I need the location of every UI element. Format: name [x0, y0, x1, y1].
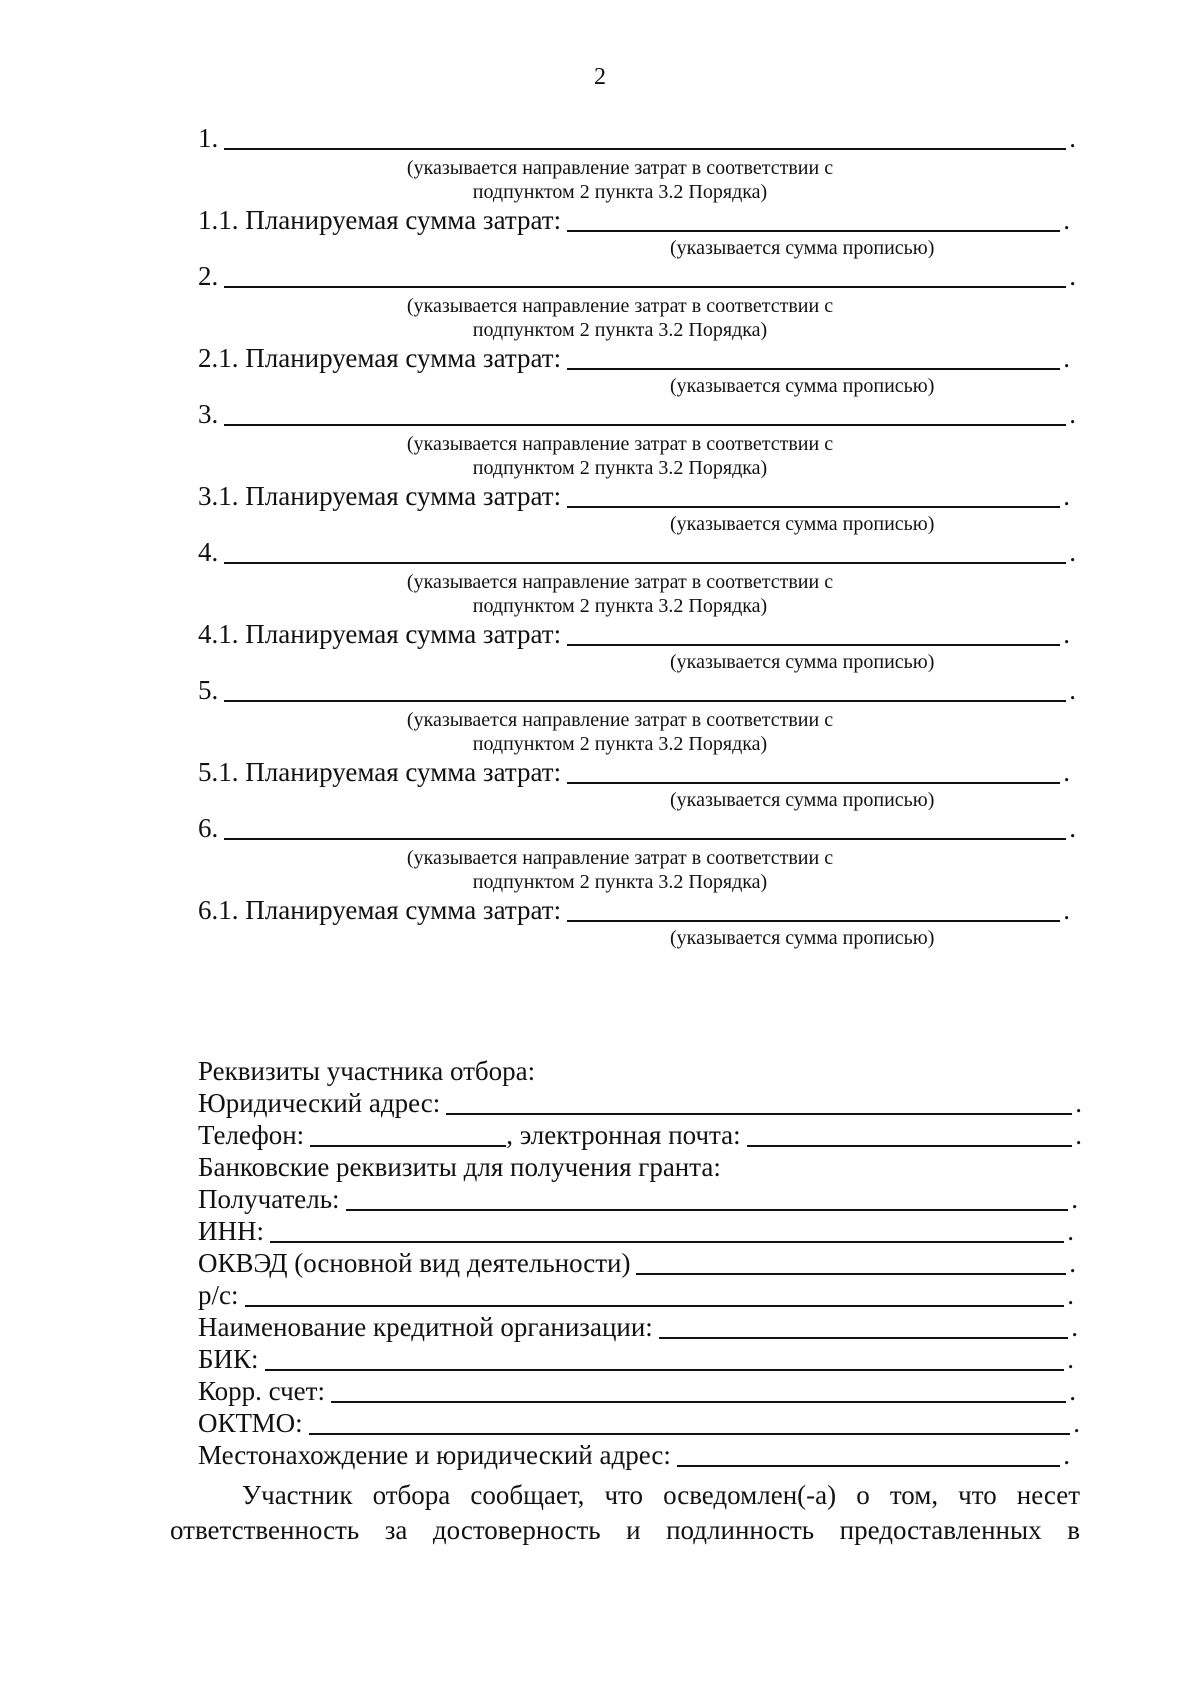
- planned-sum-row: 4.1. Планируемая сумма затрат: .: [198, 619, 1070, 649]
- statement-word: в: [1067, 1515, 1080, 1545]
- okved-field[interactable]: [636, 1249, 1066, 1275]
- location-row: Местонахождение и юридический адрес: .: [198, 1440, 1070, 1470]
- statement-word: достоверность: [432, 1515, 601, 1545]
- okved-row: ОКВЭД (основной вид деятельности) .: [198, 1248, 1076, 1278]
- requisites-heading: Реквизиты участника отбора:: [198, 1056, 536, 1086]
- planned-sum-field[interactable]: [567, 482, 1060, 508]
- item-number: 3.: [198, 399, 219, 429]
- planned-sum-field[interactable]: [567, 620, 1060, 646]
- item-number: 1.: [198, 123, 219, 153]
- cost-direction-row: 5. .: [198, 675, 1076, 705]
- cost-direction-field[interactable]: [224, 676, 1066, 702]
- direction-caption: подпунктом 2 пункта 3.2 Порядка): [472, 457, 768, 479]
- statement-line-2: [170, 1513, 1080, 1548]
- oktmo-field[interactable]: [309, 1409, 1071, 1435]
- planned-sum-row: 5.1. Планируемая сумма затрат: .: [198, 757, 1070, 787]
- cost-direction-field[interactable]: [224, 400, 1066, 426]
- statement-paragraph: [170, 1478, 1080, 1548]
- planned-sum-label: 6.1. Планируемая сумма затрат:: [198, 895, 562, 925]
- page-number: 2: [594, 64, 606, 90]
- cost-direction-row: 4. .: [198, 537, 1076, 567]
- statement-word: сообщает,: [470, 1480, 585, 1510]
- cost-direction-field[interactable]: [224, 814, 1066, 840]
- statement-word: что: [958, 1480, 997, 1510]
- sum-caption: (указывается сумма прописью): [670, 513, 935, 535]
- cost-direction-field[interactable]: [224, 262, 1066, 288]
- sum-caption: (указывается сумма прописью): [670, 375, 935, 397]
- account-field[interactable]: [245, 1281, 1065, 1307]
- planned-sum-label: 5.1. Планируемая сумма затрат:: [198, 757, 562, 787]
- statement-word: подлинность: [666, 1515, 815, 1545]
- statement-word: ответственность: [170, 1515, 360, 1545]
- direction-caption: (указывается направление затрат в соответствии с: [406, 157, 834, 179]
- cost-direction-field[interactable]: [224, 124, 1066, 150]
- item-number: 5.: [198, 675, 219, 705]
- cost-direction-field[interactable]: [224, 538, 1066, 564]
- sum-caption: (указывается сумма прописью): [670, 651, 935, 673]
- statement-word: отбора: [372, 1480, 451, 1510]
- direction-caption: (указывается направление затрат в соответствии с: [406, 295, 834, 317]
- account-row: р/с: .: [198, 1280, 1074, 1310]
- bik-row: БИК: .: [198, 1344, 1074, 1374]
- cost-direction-row: 2. .: [198, 261, 1076, 291]
- statement-word: осведомлен(-а): [663, 1480, 837, 1510]
- item-number: 2.: [198, 261, 219, 291]
- item-number: 4.: [198, 537, 219, 567]
- sum-caption: (указывается сумма прописью): [670, 237, 935, 259]
- direction-caption: подпунктом 2 пункта 3.2 Порядка): [472, 181, 768, 203]
- item-number: 6.: [198, 813, 219, 843]
- planned-sum-field[interactable]: [567, 758, 1060, 784]
- bik-field[interactable]: [265, 1345, 1065, 1371]
- statement-word: что: [604, 1480, 643, 1510]
- sum-caption: (указывается сумма прописью): [670, 789, 935, 811]
- planned-sum-label: 1.1. Планируемая сумма затрат:: [198, 205, 562, 235]
- inn-row: ИНН: .: [198, 1216, 1074, 1246]
- phone-field[interactable]: [310, 1121, 506, 1147]
- cost-direction-row: 1. .: [198, 123, 1076, 153]
- recipient-field[interactable]: [346, 1185, 1069, 1211]
- oktmo-row: ОКТМО: .: [198, 1408, 1080, 1438]
- legal-address-row: Юридический адрес: .: [198, 1088, 1082, 1118]
- statement-word: о: [856, 1480, 870, 1510]
- direction-caption: (указывается направление затрат в соответствии с: [406, 709, 834, 731]
- direction-caption: подпунктом 2 пункта 3.2 Порядка): [472, 733, 768, 755]
- bank-name-field[interactable]: [659, 1313, 1068, 1339]
- recipient-row: Получатель: .: [198, 1184, 1078, 1214]
- planned-sum-row: 6.1. Планируемая сумма затрат: .: [198, 895, 1070, 925]
- location-field[interactable]: [677, 1441, 1060, 1467]
- contacts-row: Телефон: , электронная почта: .: [198, 1120, 1082, 1150]
- planned-sum-label: 3.1. Планируемая сумма затрат:: [198, 481, 562, 511]
- planned-sum-field[interactable]: [567, 206, 1060, 232]
- direction-caption: подпунктом 2 пункта 3.2 Порядка): [472, 595, 768, 617]
- planned-sum-label: 2.1. Планируемая сумма затрат:: [198, 343, 562, 373]
- corr-account-row: Корр. счет: .: [198, 1376, 1076, 1406]
- statement-word: Участник: [242, 1480, 353, 1510]
- planned-sum-row: 1.1. Планируемая сумма затрат: .: [198, 205, 1070, 235]
- planned-sum-row: 3.1. Планируемая сумма затрат: .: [198, 481, 1070, 511]
- bank-heading: Банковские реквизиты для получения гранта:: [198, 1152, 721, 1182]
- statement-line-1: [170, 1478, 1080, 1513]
- direction-caption: (указывается направление затрат в соответствии с: [406, 571, 834, 593]
- statement-word: том,: [889, 1480, 939, 1510]
- cost-direction-row: 6. .: [198, 813, 1076, 843]
- statement-word: и: [626, 1515, 641, 1545]
- statement-word: несет: [1016, 1480, 1080, 1510]
- corr-account-field[interactable]: [331, 1377, 1066, 1403]
- email-field[interactable]: [747, 1121, 1073, 1147]
- statement-word: за: [384, 1515, 408, 1545]
- planned-sum-field[interactable]: [567, 896, 1060, 922]
- planned-sum-label: 4.1. Планируемая сумма затрат:: [198, 619, 562, 649]
- planned-sum-field[interactable]: [567, 344, 1060, 370]
- statement-word: предоставленных: [839, 1515, 1042, 1545]
- legal-address-field[interactable]: [446, 1089, 1072, 1115]
- direction-caption: (указывается направление затрат в соответствии с: [406, 433, 834, 455]
- inn-field[interactable]: [270, 1217, 1064, 1243]
- planned-sum-row: 2.1. Планируемая сумма затрат: .: [198, 343, 1070, 373]
- direction-caption: подпунктом 2 пункта 3.2 Порядка): [472, 871, 768, 893]
- bank-name-row: Наименование кредитной организации: .: [198, 1312, 1078, 1342]
- cost-direction-row: 3. .: [198, 399, 1076, 429]
- direction-caption: подпунктом 2 пункта 3.2 Порядка): [472, 319, 768, 341]
- direction-caption: (указывается направление затрат в соответствии с: [406, 847, 834, 869]
- sum-caption: (указывается сумма прописью): [670, 927, 935, 949]
